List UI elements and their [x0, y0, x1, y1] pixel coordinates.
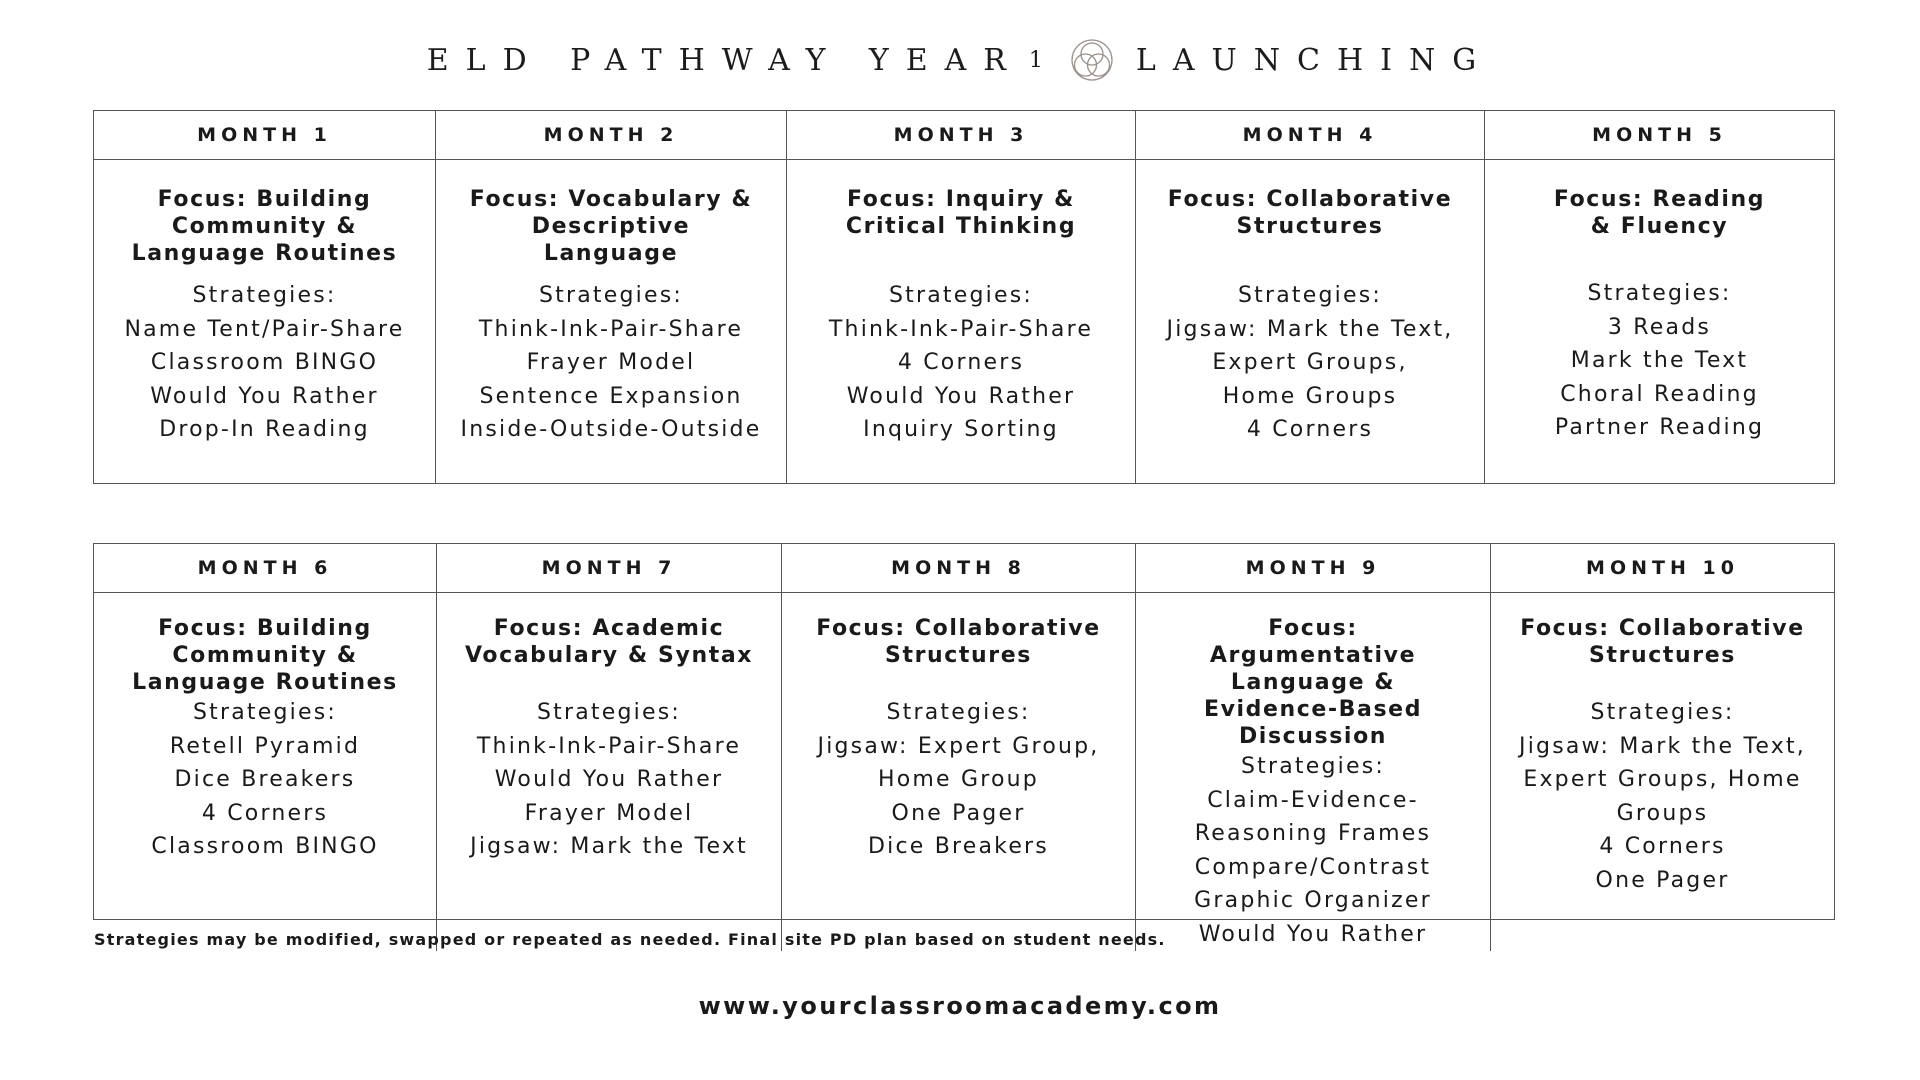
months-table-row-1 — [93, 110, 1835, 484]
month-header: MONTH 7 — [437, 544, 781, 593]
month-column — [1136, 544, 1491, 951]
strategy-item: Choral Reading — [1560, 381, 1759, 407]
strategy-item: Sentence Expansion — [479, 383, 743, 409]
month-header: MONTH 6 — [94, 544, 436, 593]
month-column — [1491, 544, 1834, 951]
strategy-item: Think-Ink-Pair-Share — [476, 733, 742, 759]
focus-heading: Focus: Collaborative Structures — [1167, 187, 1453, 239]
strategy-item: Retell Pyramid — [169, 733, 361, 759]
strategies-label: Strategies: — [889, 283, 1033, 308]
strategy-item: Jigsaw: Mark the Text, — [1166, 316, 1454, 342]
strategy-item: Reasoning Frames — [1194, 821, 1432, 846]
strategy-item: 4 Corners — [1246, 417, 1374, 442]
strategy-list — [792, 730, 1125, 864]
month-header: MONTH 4 — [1136, 111, 1484, 160]
strategy-item: Compare/Contrast — [1194, 854, 1432, 880]
month-header: MONTH 5 — [1485, 111, 1834, 160]
strategy-list — [104, 313, 425, 447]
interlocking-circles-icon — [1070, 38, 1114, 82]
month-column — [436, 111, 787, 483]
website-url: www.yourclassroomacademy.com — [698, 992, 1222, 1020]
month-column — [94, 111, 436, 483]
strategies-label: Strategies: — [539, 283, 683, 308]
strategy-list — [1495, 311, 1824, 445]
strategy-item: Would You Rather — [494, 767, 724, 792]
month-column — [1485, 111, 1834, 483]
strategy-list — [1501, 730, 1824, 898]
strategy-item: Frayer Model — [526, 350, 696, 375]
strategy-item: Dice Breakers — [174, 767, 356, 792]
strategy-item: Dice Breakers — [868, 834, 1049, 859]
strategy-item: 4 Corners — [1599, 834, 1726, 859]
strategies-label: Strategies: — [192, 283, 337, 308]
strategy-item: Jigsaw: Mark the Text, — [1519, 733, 1806, 759]
strategies-label: Strategies: — [886, 700, 1031, 725]
strategy-item: 4 Corners — [897, 350, 1025, 375]
strategy-item: Home Groups — [1222, 383, 1398, 409]
focus-heading: Focus: Building Community & Language Routines — [132, 616, 398, 695]
strategies-label: Strategies: — [1238, 283, 1382, 308]
focus-heading: Focus: Inquiry & Critical Thinking — [845, 187, 1077, 239]
month-column — [1136, 111, 1485, 483]
strategy-item: Jigsaw: Expert Group, — [817, 733, 1100, 759]
focus-heading: Focus: Collaborative Structures — [1520, 616, 1805, 668]
strategy-item: Claim-Evidence- — [1207, 787, 1419, 813]
title-subtitle: LAUNCHING — [1135, 42, 1494, 78]
strategy-item: Graphic Organizer — [1194, 888, 1432, 913]
focus-heading: Focus: Collaborative Structures — [816, 616, 1101, 668]
month-header: MONTH 2 — [436, 111, 786, 160]
strategy-item: Would You Rather — [150, 383, 379, 409]
strategy-item: Think-Ink-Pair-Share — [828, 316, 1094, 342]
page-title — [0, 38, 1920, 82]
month-column — [94, 544, 437, 951]
strategy-item: Mark the Text — [1570, 348, 1749, 373]
strategy-list — [104, 730, 426, 864]
strategy-item: Expert Groups, — [1212, 350, 1408, 375]
strategies-label: Strategies: — [1590, 700, 1735, 725]
strategies-label: Strategies: — [1587, 281, 1732, 306]
strategy-list — [797, 313, 1125, 447]
strategy-item: Would You Rather — [846, 383, 1076, 409]
month-column — [782, 544, 1136, 951]
strategy-list — [446, 313, 776, 447]
strategy-item: Home Group — [878, 767, 1039, 792]
strategy-item: Drop-In Reading — [159, 417, 370, 442]
strategy-list — [1146, 313, 1474, 447]
strategy-item: Frayer Model — [524, 800, 694, 826]
focus-heading: Focus: Academic Vocabulary & Syntax — [464, 616, 754, 668]
month-header: MONTH 9 — [1136, 544, 1490, 593]
month-header: MONTH 3 — [787, 111, 1135, 160]
strategy-item: 4 Corners — [201, 800, 329, 826]
strategy-item: Think-Ink-Pair-Share — [478, 316, 744, 342]
strategy-item: Jigsaw: Mark the Text — [470, 834, 748, 859]
strategy-item: Inquiry Sorting — [863, 417, 1059, 442]
year-number: 1 — [1028, 47, 1060, 73]
strategy-item: Partner Reading — [1554, 415, 1765, 440]
footnote: Strategies may be modified, swapped or repeated as needed. Final site PD plan based on student needs. — [94, 930, 1166, 949]
focus-heading: Focus: Argumentative Language & Evidence-Based Discussion — [1203, 616, 1423, 749]
focus-heading: Focus: Vocabulary & Descriptive Language — [469, 187, 753, 266]
strategy-list — [447, 730, 771, 864]
month-header: MONTH 10 — [1491, 544, 1834, 593]
month-column — [437, 544, 782, 951]
strategies-label: Strategies: — [193, 700, 337, 725]
strategy-item: One Pager — [1595, 867, 1730, 893]
strategy-item: 3 Reads — [1607, 314, 1712, 340]
month-header: MONTH 8 — [782, 544, 1135, 593]
strategy-item: Inside-Outside-Outside — [460, 417, 762, 442]
strategies-label: Strategies: — [537, 700, 681, 725]
strategy-item: Classroom BINGO — [150, 350, 379, 375]
strategy-item: One Pager — [891, 800, 1026, 826]
strategy-item: Groups — [1616, 800, 1709, 826]
title-text: ELD PATHWAY YEAR — [426, 42, 1023, 78]
focus-heading: Focus: Building Community & Language Routines — [131, 187, 398, 266]
strategy-item: Name Tent/Pair-Share — [124, 316, 405, 342]
focus-heading: Focus: Reading & Fluency — [1553, 187, 1766, 239]
month-column — [787, 111, 1136, 483]
strategy-item: Expert Groups, Home — [1523, 767, 1802, 792]
strategy-item: Would You Rather — [1198, 921, 1428, 947]
strategy-list — [1146, 784, 1480, 952]
month-header: MONTH 1 — [94, 111, 435, 160]
strategy-item: Classroom BINGO — [151, 834, 379, 859]
strategies-label: Strategies: — [1241, 754, 1385, 779]
